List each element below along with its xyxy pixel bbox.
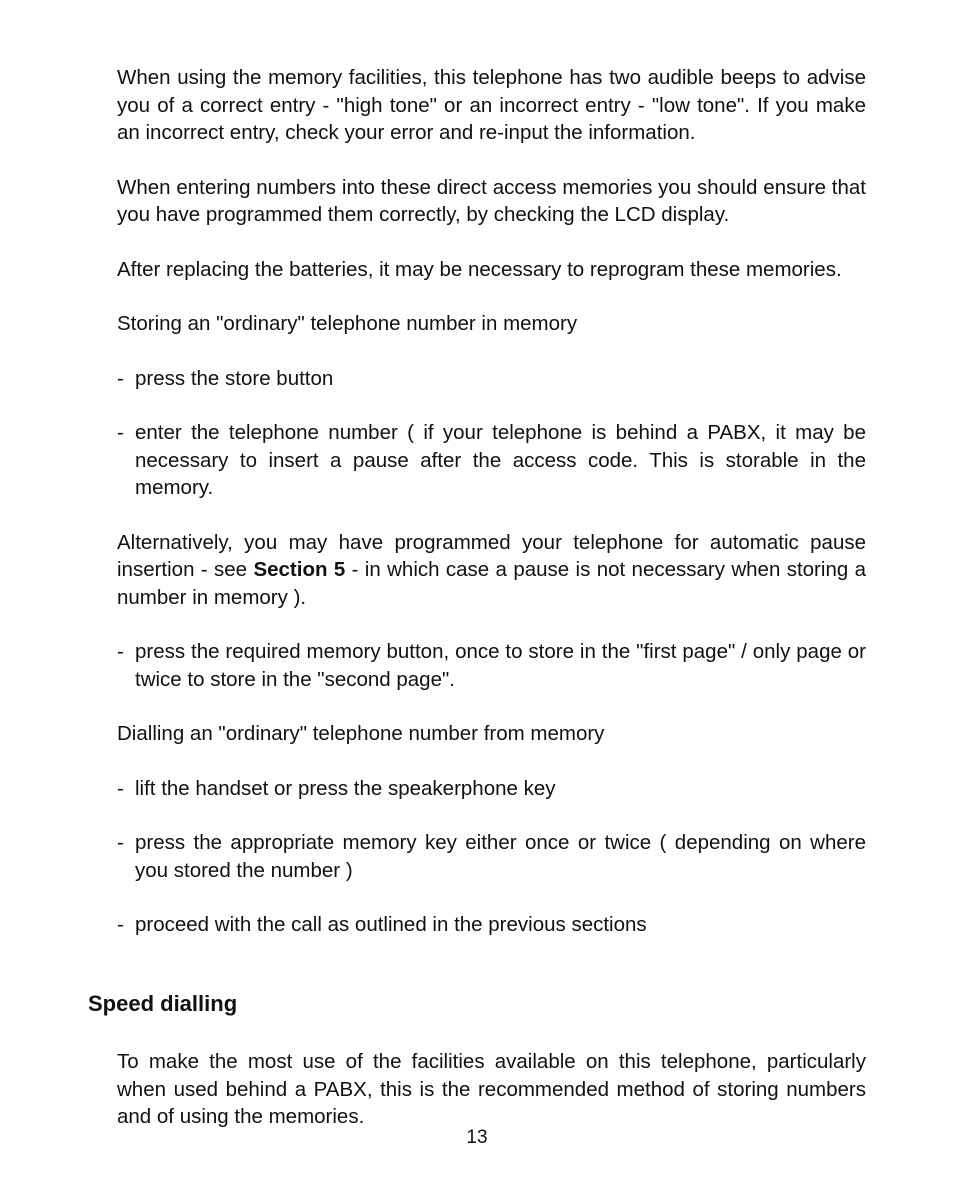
page-number: 13 [466,1127,488,1148]
list-item [117,419,866,502]
page-body [117,64,866,966]
list-item [117,829,866,884]
list-item [117,638,866,693]
list-item [117,775,866,803]
alternatively-paragraph [117,529,866,612]
speed-dialling-heading: Speed dialling [88,991,238,1016]
store-step-press-memory: press the required memory button, once to store in the "first page" / only page or twice to store in the "second page". [135,640,866,691]
bullet-dash: - [117,640,124,663]
dialling-number-title: Dialling an "ordinary" telephone number from memory [117,722,605,745]
dial-step-press-memory-key: press the appropriate memory key either once or twice ( depending on where you stored the number ) [135,831,866,882]
section-5-reference: Section 5 [253,558,346,581]
memory-beeps-paragraph: When using the memory facilities, this telephone has two audible beeps to advise you of a correct entry - "high tone" or an incorrect entry - "low tone". If you make an incorrect entry, check your error and re-input the information. [117,66,866,144]
alternatively-text-start: Alternatively, you may have programmed your telephone for automatic pause insertion - see [117,530,866,581]
store-step-press-store: press the store button [135,366,334,390]
bullet-dash: - [117,776,124,800]
batteries-paragraph: After replacing the batteries, it may be necessary to reprogram these memories. [117,257,842,281]
list-item [117,911,866,939]
alternatively-text-end: - in which case a pause is not necessary when storing a number in memory ). [117,558,867,609]
bullet-dash: - [117,913,124,936]
bullet-dash: - [117,831,124,854]
bullet-dash: - [117,366,124,390]
speed-dialling-paragraph: To make the most use of the facilities available on this telephone, particularly when used behind a PABX, this is the recommended method of storing numbers and of using the memories. [117,1050,866,1128]
store-step-enter-number: enter the telephone number ( if your telephone is behind a PABX, it may be necessary to insert a pause after the access code. This is storable in the memory. [135,421,866,499]
dial-step-lift-handset: lift the handset or press the speakerphone key [135,776,556,800]
bullet-dash: - [117,421,124,444]
lcd-check-paragraph: When entering numbers into these direct access memories you should ensure that you have programmed them correctly, by checking the LCD display. [117,175,866,226]
storing-number-title: Storing an "ordinary" telephone number in memory [117,312,578,335]
list-item [117,365,866,393]
dial-step-proceed: proceed with the call as outlined in the previous sections [135,913,647,936]
